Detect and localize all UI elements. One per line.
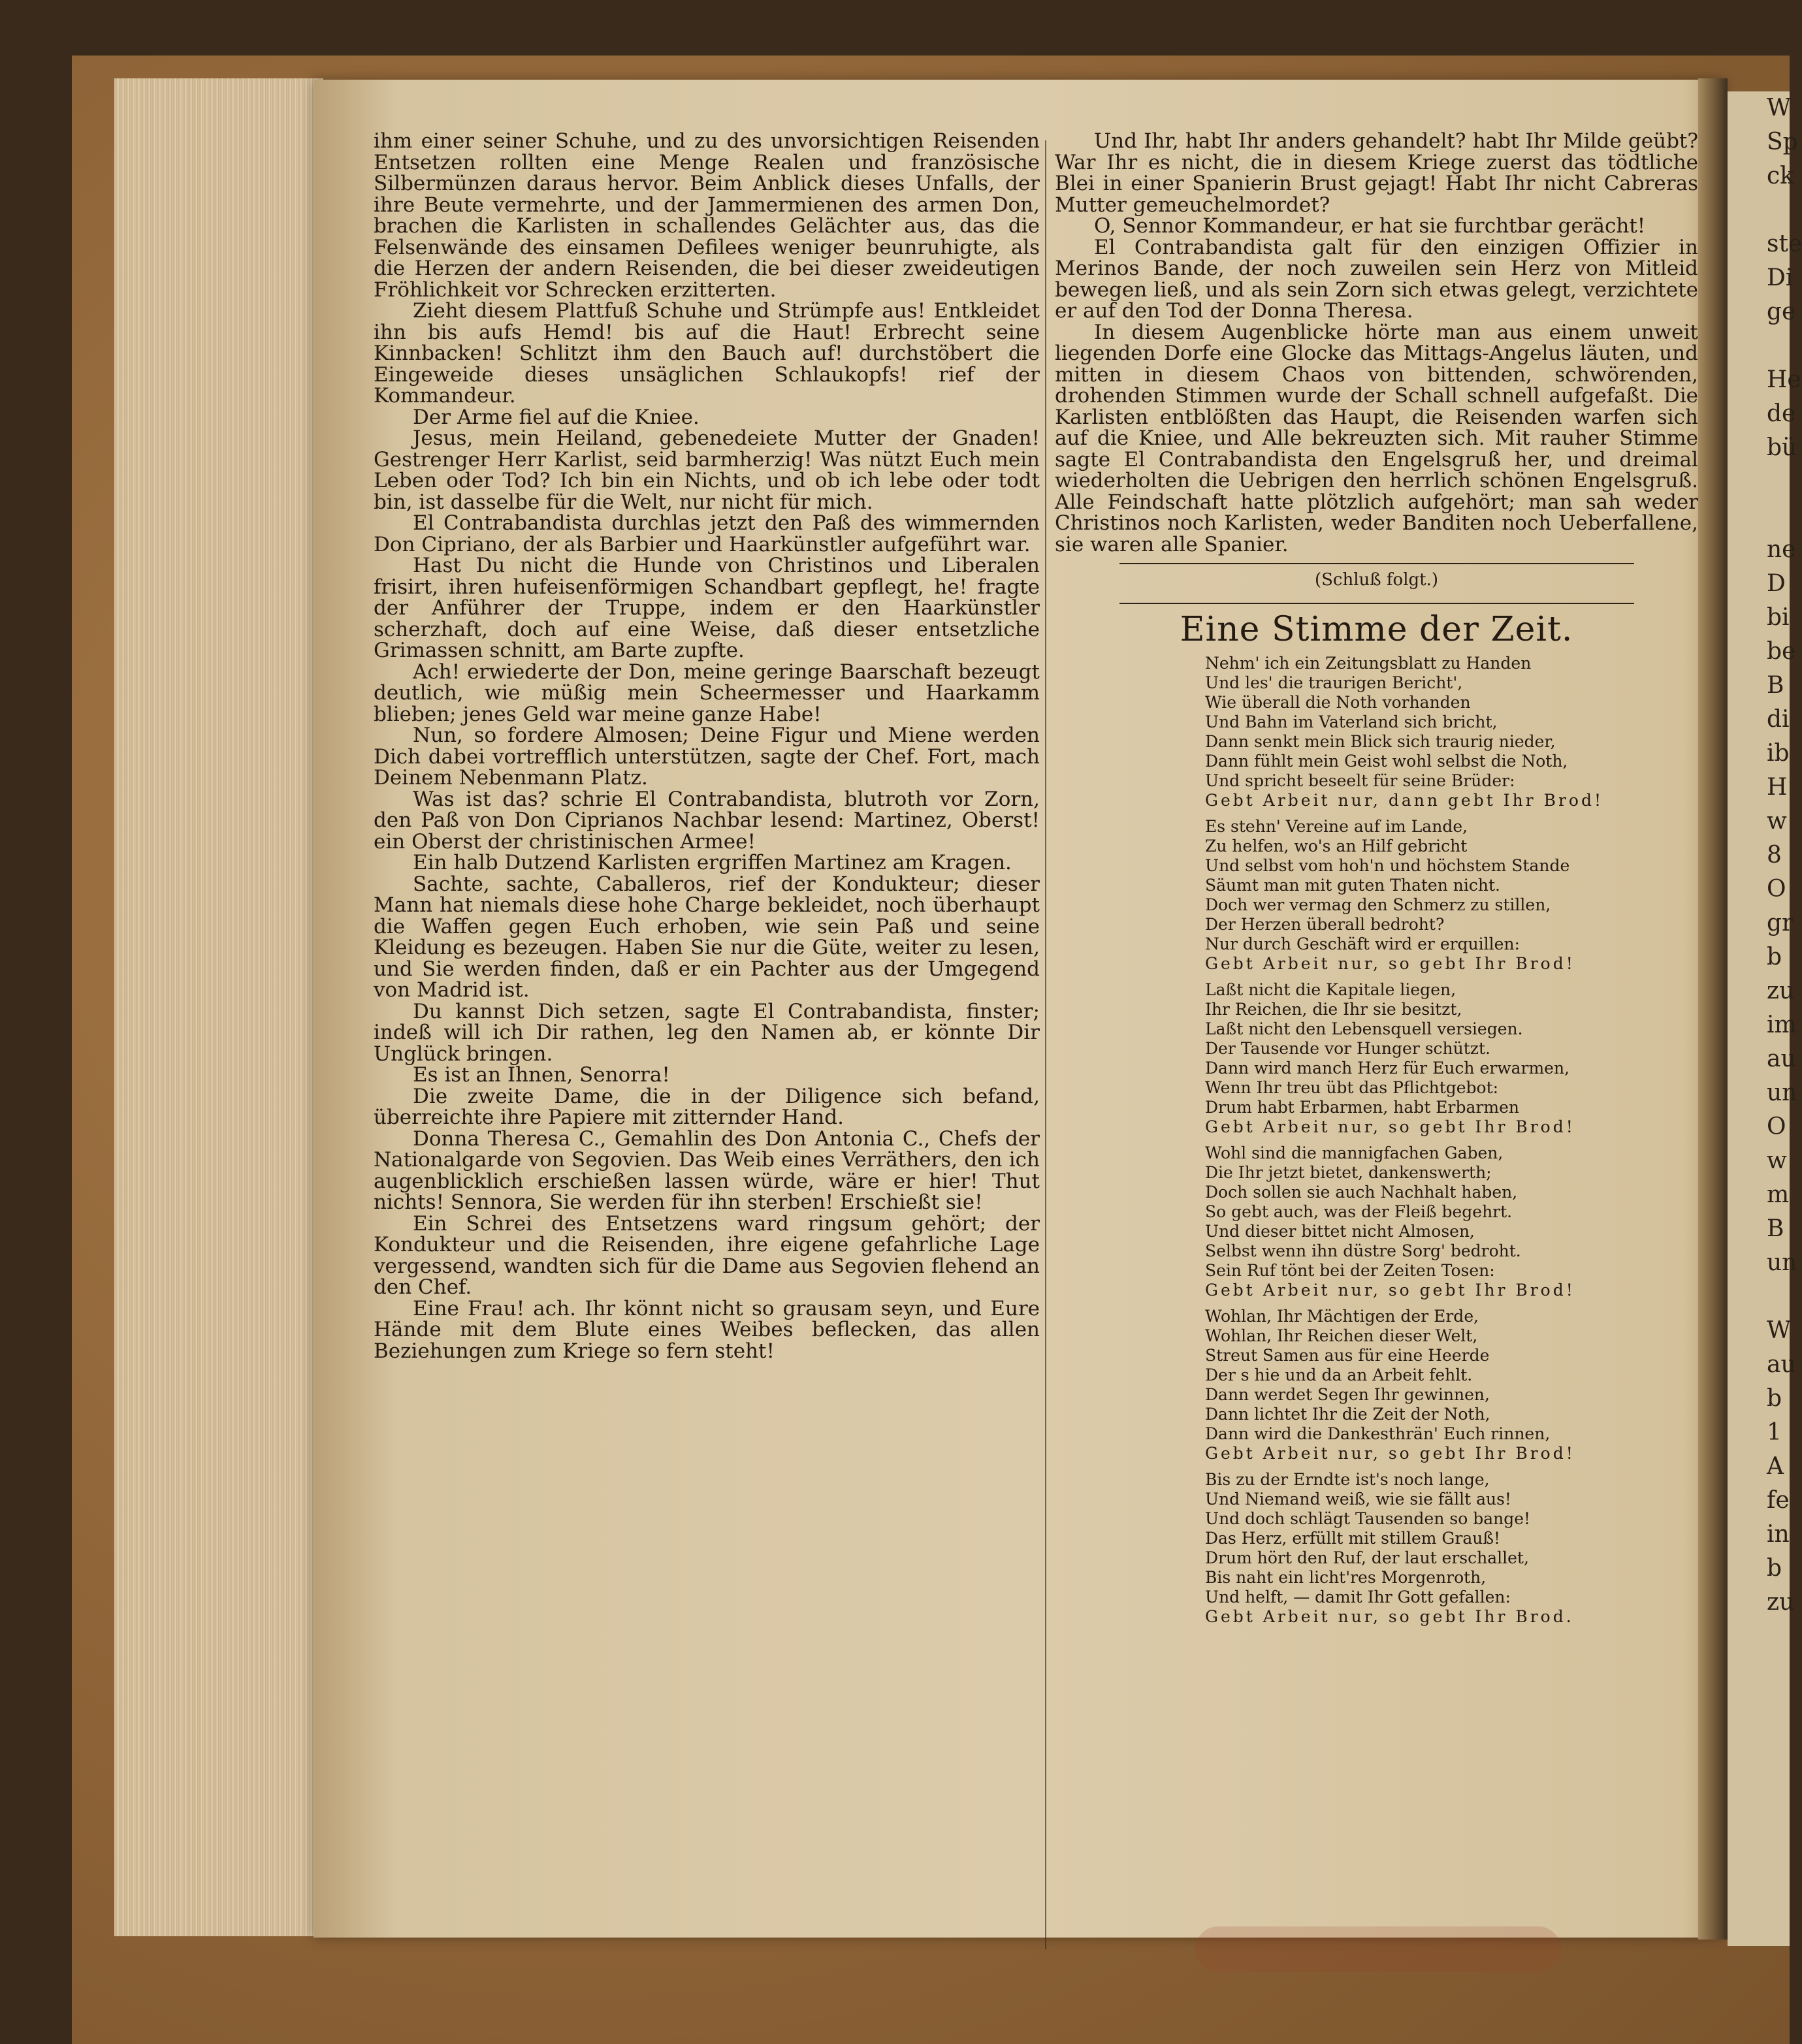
section-rule	[1119, 603, 1634, 604]
poem-stanza	[1205, 1143, 1698, 1300]
poem-line: Dann werdet Segen Ihr gewinnen,	[1205, 1384, 1490, 1404]
poem-line: Der Herzen überall bedroht?	[1205, 914, 1445, 934]
next-page-fragment: Di	[1767, 264, 1794, 291]
next-page-fragment: zu	[1767, 1589, 1795, 1616]
poem-line: Und selbst vom hoh'n und höchstem Stande	[1205, 855, 1570, 875]
poem-line: Wenn Ihr treu übt das Pflichtgebot:	[1205, 1078, 1499, 1097]
poem-stanza	[1205, 980, 1698, 1137]
poem-line: Drum hört den Ruf, der laut erschallet,	[1205, 1548, 1529, 1567]
poem-line: Wohlan, Ihr Reichen dieser Welt,	[1205, 1326, 1478, 1345]
next-page-fragment: bü	[1767, 434, 1797, 461]
next-page-fragment: B	[1767, 672, 1784, 699]
next-page-fragment: de	[1767, 400, 1796, 427]
next-page-fragment	[1728, 329, 1790, 363]
poem-refrain: Gebt Arbeit nur, so gebt Ihr Brod!	[1205, 1443, 1575, 1463]
poem-stanza	[1205, 1307, 1698, 1463]
poem-line: Nehm' ich ein Zeitungsblatt zu Handen	[1205, 653, 1532, 673]
next-page-fragment: B	[1767, 1215, 1784, 1242]
next-page-fragment	[1728, 1280, 1790, 1314]
poem-stanza	[1205, 1470, 1698, 1627]
next-page-fragment: O	[1767, 876, 1786, 902]
poem-line: Wohl sind die mannigfachen Gaben,	[1205, 1143, 1504, 1162]
paragraph: ihm einer seiner Schuhe, und zu des unvorsichtigen Reisenden Entsetzen rollten eine Menge Realen und französische Silbermünzen daraus hervor. Beim Anblick dieses Unfalls, der ihre Beute vermehrte, und der Jammermienen des armen Don, brachen die Karlisten in schallendes Gelächter aus, das die Felsenwände des einsamen Defilees weniger beunruhigte, als die Herzen der andern Reisenden, die bei dieser zweideutigen Fröhlichkeit vor Schrecken erzitterten.	[374, 129, 1040, 302]
ink-stain	[1195, 1926, 1561, 1972]
next-page-fragment: im	[1767, 1012, 1797, 1038]
paragraph: El Contrabandista galt für den einzigen Offizier in Merinos Bande, der noch zuweilen sein Herz von Mitleid bewegen ließ, und als sein Zorn sich etwas gelegt, verzichtete er auf den Tod der Donna Theresa.	[1055, 235, 1698, 323]
next-page-fragment: di	[1767, 706, 1790, 733]
paragraph: Nun, so fordere Almosen; Deine Figur und Miene werden Dich dabei vortrefflich unterstützen, sagte der Chef. Fort, mach Deinem Nebenmann Platz.	[374, 724, 1040, 790]
paragraph: Sachte, sachte, Caballeros, rief der Kondukteur; dieser Mann hat niemals diese hohe Charge bekleidet, noch überhaupt die Waffen gegen Euch erhoben, wie sein Paß und seine Kleidung es bezeugen. Haben Sie nur die Güte, weiter zu lesen, und Sie werden finden, daß er ein Pachter aus der Umgegend von Madrid ist.	[374, 872, 1040, 1002]
next-page-fragment: D	[1767, 570, 1786, 597]
paragraph: Und Ihr, habt Ihr anders gehandelt? habt Ihr Milde geübt? War Ihr es nicht, die in diesem Kriege zuerst das tödtliche Blei in einer Spanierin Brust gejagt! Habt Ihr nicht Cabreras Mutter gemeuchelmordet?	[1055, 129, 1698, 217]
poem-line: Bis naht ein licht'res Morgenroth,	[1205, 1567, 1487, 1587]
next-page-fragment: O	[1767, 1113, 1786, 1140]
right-column-prose	[1055, 131, 1698, 555]
poem-line: Wohlan, Ihr Mächtigen der Erde,	[1205, 1306, 1479, 1326]
poem-line: Laßt nicht die Kapitale liegen,	[1205, 980, 1456, 999]
poem-refrain: Gebt Arbeit nur, so gebt Ihr Brod.	[1205, 1606, 1574, 1626]
page-edges	[114, 78, 323, 1936]
next-page-fragment: w	[1767, 808, 1787, 835]
next-page-fragment: 8	[1767, 842, 1782, 869]
poem-line: Zu helfen, wo's an Hilf gebricht	[1205, 836, 1468, 855]
poem-title: Eine Stimme der Zeit.	[1180, 609, 1573, 649]
next-page-fragment: fe	[1767, 1487, 1790, 1514]
poem-line: Sein Ruf tönt bei der Zeiten Tosen:	[1205, 1260, 1495, 1280]
poem-stanza	[1205, 654, 1698, 810]
next-page-fragment	[1728, 465, 1790, 499]
left-column	[374, 131, 1040, 1362]
poem-line: Das Herz, erfüllt mit stillem Grauß!	[1205, 1528, 1501, 1548]
paragraph: Du kannst Dich setzen, sagte El Contrabandista, finster; indeß will ich Dir rathen, leg den Namen ab, er könnte Dir Unglück bringen.	[374, 999, 1040, 1066]
next-page-fragment: ge	[1767, 298, 1796, 325]
next-page-fragment: He	[1767, 366, 1801, 393]
paragraph: O, Sennor Kommandeur, er hat sie furchtbar gerächt!	[1094, 214, 1646, 238]
poem-refrain: Gebt Arbeit nur, so gebt Ihr Brod!	[1205, 953, 1575, 973]
paragraph: Zieht diesem Plattfuß Schuhe und Strümpfe aus! Entkleidet ihn bis aufs Hemd! bis auf die Haut! Erbrecht seine Kinnbacken! Schlitzt ihm den Bauch auf! durchstöbert die Eingeweide dieses unsäglichen Schlaukopfs! rief der Kommandeur.	[374, 299, 1040, 407]
poem-line: Und helft, — damit Ihr Gott gefallen:	[1205, 1587, 1511, 1606]
paragraph: Ein Schrei des Entsetzens ward ringsum gehört; der Kondukteur und die Reisenden, ihre eigene gefahrliche Lage vergessend, wandten sich für die Dame aus Segovien flehend an den Chef.	[374, 1211, 1040, 1299]
poem-line: Und Bahn im Vaterland sich bricht,	[1205, 712, 1498, 731]
next-page-fragment: b	[1767, 1385, 1782, 1412]
poem-refrain: Gebt Arbeit nur, so gebt Ihr Brod!	[1205, 1117, 1575, 1136]
poem-line: So gebt auch, was der Fleiß begehrt.	[1205, 1202, 1513, 1221]
poem-refrain: Gebt Arbeit nur, so gebt Ihr Brod!	[1205, 1280, 1575, 1300]
paragraph: Was ist das? schrie El Contrabandista, blutroth vor Zorn, den Paß von Don Ciprianos Nachbar lesend: Martinez, Oberst! ein Oberst der christinischen Armee!	[374, 787, 1040, 854]
next-page-fragment: gr	[1767, 910, 1794, 936]
paragraph: Die zweite Dame, die in der Diligence sich befand, überreichte ihre Papiere mit zitternder Hand.	[374, 1084, 1040, 1129]
next-page-fragment: b	[1767, 944, 1782, 970]
continuation-note: (Schluß folgt.)	[1314, 570, 1439, 590]
next-page-fragment: ib	[1767, 740, 1790, 767]
next-page-fragment: un	[1767, 1079, 1797, 1106]
poem-line: Säumt man mit guten Thaten nicht.	[1205, 875, 1500, 895]
paragraph: Eine Frau! ach. Ihr könnt nicht so grausam seyn, und Eure Hände mit dem Blute eines Weibes beflecken, das allen Beziehungen zum Kriege so fern steht!	[374, 1296, 1040, 1363]
next-page-fragment: W	[1767, 1317, 1792, 1344]
poem-line: Und doch schlägt Tausenden so bange!	[1205, 1509, 1531, 1528]
poem-line: Nur durch Geschäft wird er erquillen:	[1205, 934, 1520, 953]
next-page-strip	[1728, 91, 1802, 1946]
poem-line: Dann senkt mein Blick sich traurig nieder,	[1205, 731, 1556, 751]
paragraph: Ein halb Dutzend Karlisten ergriffen Martinez am Kragen.	[413, 851, 1012, 874]
next-page-fragment: A	[1767, 1453, 1784, 1480]
next-page-fragment: W	[1767, 95, 1792, 121]
poem-line: Dann wird manch Herz für Euch erwarmen,	[1205, 1058, 1570, 1078]
poem-line: Und dieser bittet nicht Almosen,	[1205, 1221, 1475, 1241]
column-divider	[1045, 140, 1046, 1949]
poem-line: Die Ihr jetzt bietet, dankenswerth;	[1205, 1162, 1492, 1182]
next-page-fragment: be	[1767, 638, 1796, 665]
paragraph: El Contrabandista durchlas jetzt den Paß des wimmernden Don Cipriano, der als Barbier und Haarkünstler aufgeführt war.	[374, 511, 1040, 556]
poem-stanza	[1205, 817, 1698, 974]
paragraph: In diesem Augenblicke hörte man aus einem unweit liegenden Dorfe eine Glocke das Mittags-Angelus läuten, und mitten in diesem Chaos von bittenden, schwörenden, drohenden Stimmen wurde der Schall schnell aufgefaßt. Die Karlisten entblößten das Haupt, die Reisenden warfen sich auf die Kniee, und Alle bekreuzten sich. Mit rauher Stimme sagte El Contrabandista den Engelsgruß her, und dreimal wiederholten die Uebrigen den herrlich schönen Engelsgruß. Alle Feindschaft hatte plötzlich aufgehört; man sah weder Christinos noch Karlisten, weder Banditen noch Ueberfallene, sie waren alle Spanier.	[1055, 320, 1698, 556]
next-page-fragment: b	[1767, 1555, 1782, 1582]
poem-line: Der s hie und da an Arbeit fehlt.	[1205, 1365, 1473, 1384]
poem-line: Drum habt Erbarmen, habt Erbarmen	[1205, 1097, 1519, 1117]
next-page-fragment	[1728, 193, 1790, 227]
next-page-fragment	[1728, 499, 1790, 533]
next-page-fragment: w	[1767, 1147, 1787, 1174]
poem-line: Wie überall die Noth vorhanden	[1205, 692, 1471, 712]
poem-line: Es stehn' Vereine auf im Lande,	[1205, 816, 1468, 836]
paragraph: Es ist an Ihnen, Senorra!	[413, 1063, 670, 1087]
poem-line: Selbst wenn ihn düstre Sorg' bedroht.	[1205, 1241, 1521, 1260]
next-page-fragment: zu	[1767, 978, 1795, 1004]
paragraph: Jesus, mein Heiland, gebenedeiete Mutter der Gnaden! Gestrenger Herr Karlist, seid barmherzig! Was nützt Euch mein Leben oder Tod? Ich bin ein Nichts, und ob ich lebe oder todt bin, ist dasselbe für die Welt, nur nicht für mich.	[374, 426, 1040, 514]
next-page-fragment: 1	[1767, 1419, 1782, 1446]
poem-line: Der Tausende vor Hunger schützt.	[1205, 1038, 1490, 1058]
next-page-fragment: H	[1767, 774, 1788, 801]
paragraph: Donna Theresa C., Gemahlin des Don Antonia C., Chefs der Nationalgarde von Segovien. Das Weib eines Verräthers, den ich augenblicklich erschießen lassen würde, wäre er hier! Thut nichts! Sennora, Sie werden für ihn sterben! Erschießt sie!	[374, 1126, 1040, 1214]
next-page-fragment: un	[1767, 1249, 1797, 1276]
book-gutter	[1698, 78, 1728, 1940]
section-rule	[1119, 563, 1634, 564]
right-column	[1055, 131, 1698, 1633]
poem-line: Und Niemand weiß, wie sie fällt aus!	[1205, 1489, 1511, 1509]
poem-line: Dann lichtet Ihr die Zeit der Noth,	[1205, 1404, 1490, 1424]
paragraph: Hast Du nicht die Hunde von Christinos und Liberalen frisirt, ihren hufeisenförmigen Schandbart gepflegt, he! fragte der Anführer der Truppe, indem er den Haarkünstler scherzhaft, doch auf eine Weise, daß dieser entsetzliche Grimassen schnitt, am Barte zupfte.	[374, 554, 1040, 662]
next-page-fragment: au	[1767, 1046, 1796, 1072]
poem-line: Und les' die traurigen Bericht',	[1205, 673, 1463, 692]
poem-line: Und spricht beseelt für seine Brüder:	[1205, 771, 1515, 790]
poem-line: Ihr Reichen, die Ihr sie besitzt,	[1205, 999, 1462, 1019]
next-page-fragment: in	[1767, 1521, 1790, 1548]
poem-line: Dann wird die Dankesthrän' Euch rinnen,	[1205, 1424, 1551, 1443]
next-page-fragment: ste	[1767, 231, 1802, 257]
next-page-fragment: m	[1767, 1181, 1790, 1208]
poem-refrain: Gebt Arbeit nur, dann gebt Ihr Brod!	[1205, 790, 1604, 810]
poem-line: Doch wer vermag den Schmerz zu stillen,	[1205, 895, 1551, 914]
poem-line: Laßt nicht den Lebensquell versiegen.	[1205, 1019, 1523, 1038]
poem-line: Doch sollen sie auch Nachhalt haben,	[1205, 1182, 1518, 1202]
poem-line: Dann fühlt mein Geist wohl selbst die Noth,	[1205, 751, 1568, 771]
poem-line: Bis zu der Erndte ist's noch lange,	[1205, 1469, 1490, 1489]
next-page-fragment: ne	[1767, 536, 1796, 563]
next-page-fragment: Sp	[1767, 129, 1798, 155]
next-page-fragment: ck	[1767, 163, 1794, 189]
paragraph: Der Arme fiel auf die Kniee.	[413, 405, 700, 429]
next-page-fragment: bi	[1767, 604, 1790, 631]
paragraph: Ach! erwiederte der Don, meine geringe Baarschaft bezeugt deutlich, wie müßig mein Scheermesser und Haarkamm blieben; jenes Geld war meine ganze Habe!	[374, 660, 1040, 726]
poem	[1055, 654, 1698, 1627]
next-page-fragment: au	[1767, 1351, 1796, 1378]
poem-line: Streut Samen aus für eine Heerde	[1205, 1345, 1490, 1365]
